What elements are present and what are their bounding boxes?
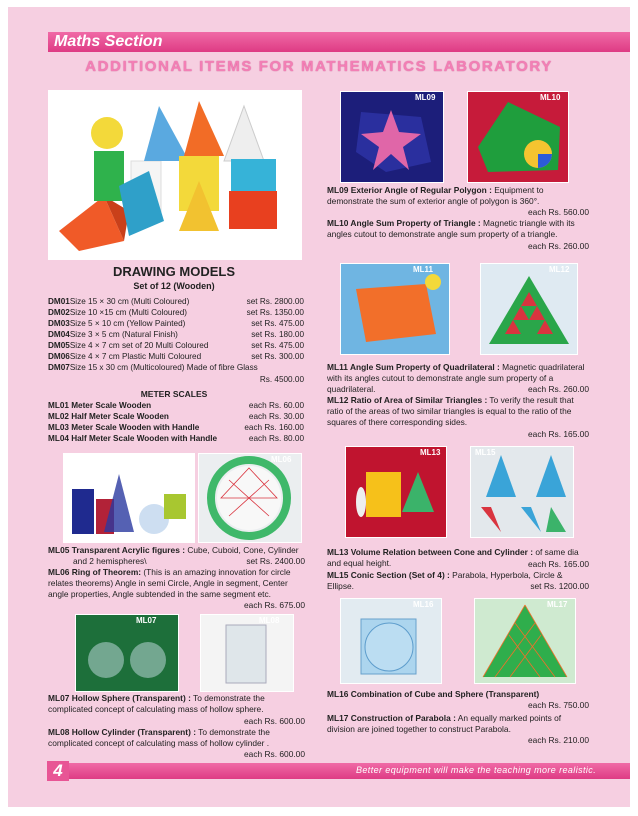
list-item: DM04Size 3 × 5 cm (Natural Finish) set Rs. 180.00 xyxy=(48,330,304,339)
ml09-photo xyxy=(340,91,444,183)
ml09-price: each Rs. 560.00 xyxy=(528,207,589,217)
ml06-description: ML06 Ring of Theorem: (This is an amazing innovation for circle relates theorems) Angle in semi Circle, Angle in segment, Center angle properties, Angle subtended in the same segment etc. xyxy=(48,567,291,599)
ml17-label: ML17 xyxy=(547,600,568,609)
geometric-solids-illustration xyxy=(49,91,301,259)
section-title: Maths Section xyxy=(54,33,163,50)
ml06-photo xyxy=(198,453,302,543)
ml11-label: ML11 xyxy=(413,265,434,274)
list-item: DM03Size 5 × 10 cm (Yellow Painted) set Rs. 475.00 xyxy=(48,319,304,328)
ml10-price: each Rs. 260.00 xyxy=(528,241,589,251)
ml17-price: each Rs. 210.00 xyxy=(528,735,589,745)
ml16-price: each Rs. 750.00 xyxy=(528,700,589,710)
ml11-price: each Rs. 260.00 xyxy=(528,384,589,394)
ml09-description: ML09 Exterior Angle of Regular Polygon : Equipment to demonstrate the sum of exterior angle of polygon is 360°. xyxy=(327,185,544,206)
ml15-label: ML15 xyxy=(475,448,496,457)
page-number: 4 xyxy=(47,761,69,781)
ml13-label: ML13 xyxy=(420,448,441,457)
list-item: DM06Size 4 × 7 cm Plastic Multi Coloured set Rs. 300.00 xyxy=(48,352,304,361)
ml13-price: each Rs. 165.00 xyxy=(528,559,589,569)
ml07-price: each Rs. 600.00 xyxy=(244,716,305,726)
ml12-price: each Rs. 165.00 xyxy=(528,429,589,439)
drawing-models-title: DRAWING MODELS xyxy=(112,264,236,279)
ml07-photo xyxy=(75,614,179,692)
ml17-photo xyxy=(474,598,576,684)
ml09-label: ML09 xyxy=(415,93,436,102)
ml15-photo xyxy=(470,446,574,538)
ml06-price: each Rs. 675.00 xyxy=(244,600,305,610)
ml12-description: ML12 Ratio of Area of Similar Triangles : To verify the result that ratio of the areas of two similar triangles is equal to the ratio of the squares of there corresponding sides. xyxy=(327,395,574,427)
ml11-description: ML11 Angle Sum Property of Quadrilateral : Magnetic quadrilateral with its angles cutout to demonstrate angle sum property of a quadrilateral. xyxy=(327,362,585,394)
ml10-label: ML10 xyxy=(540,93,561,102)
meter-scales-title: METER SCALES xyxy=(140,389,208,399)
list-item: DM07Size 15 x 30 cm (Multicoloured) Made of fibre Glass xyxy=(48,363,258,372)
ml08-price: each Rs. 600.00 xyxy=(244,749,305,759)
list-item: DM05Size 4 × 7 cm set of 20 Multi Coloured set Rs. 475.00 xyxy=(48,341,304,350)
ml16-label: ML16 xyxy=(413,600,434,609)
ml08-label: ML08 xyxy=(259,616,280,625)
drawing-models-photo xyxy=(48,90,302,260)
ml12-photo xyxy=(480,263,578,355)
ml05-description: ML05 Transparent Acrylic figures : Cube, Cuboid, Cone, Cylinder xyxy=(48,545,299,555)
ml16-photo xyxy=(340,598,442,684)
ml15-price: set Rs. 1200.00 xyxy=(530,581,589,591)
ml13-description: ML13 Volume Relation between Cone and Cylinder : of same dia and equal height. xyxy=(327,547,579,568)
ml11-photo xyxy=(340,263,450,355)
ml05-photo xyxy=(63,453,195,543)
list-item: ML04 Half Meter Scale Wooden with Handle each Rs. 80.00 xyxy=(48,434,304,443)
ml17-description: ML17 Construction of Parabola : An equally marked points of division are joined together to construct Parabola. xyxy=(327,713,562,734)
ml10-description: ML10 Angle Sum Property of Triangle : Magnetic triangle with its angles cutout to demonstrate angle sum property of a triangle. xyxy=(327,218,575,239)
ml10-photo xyxy=(467,91,569,183)
main-heading: ADDITIONAL ITEMS FOR MATHEMATICS LABORATORY xyxy=(85,58,553,75)
list-item: ML03 Meter Scale Wooden with Handle each Rs. 160.00 xyxy=(48,423,304,432)
ml07-label: ML07 xyxy=(136,616,157,625)
ml12-label: ML12 xyxy=(549,265,570,274)
ml15-description: ML15 Conic Section (Set of 4) : Parabola, Hyperbola, Circle & Ellipse. xyxy=(327,570,563,591)
ml05-line2: and 2 hemispheres\ set Rs. 2400.00 xyxy=(73,556,305,566)
list-item: DM02Size 10 ×15 cm (Multi Coloured) set Rs. 1350.00 xyxy=(48,308,304,317)
list-item: ML01 Meter Scale Wooden each Rs. 60.00 xyxy=(48,401,304,410)
ml06-label: ML06 xyxy=(271,455,292,464)
footer-tagline: Better equipment will make the teaching more realistic. xyxy=(356,765,597,775)
ml08-description: ML08 Hollow Cylinder (Transparent) : To demonstrate the complicated concept of calculating mass of hollow cylinder . xyxy=(48,727,270,748)
ml05-label: ML05 xyxy=(148,455,169,464)
dm07-price: Rs. 4500.00 xyxy=(259,375,304,384)
ml08-photo xyxy=(200,614,294,692)
ml16-description: ML16 Combination of Cube and Sphere (Transparent) xyxy=(327,689,540,699)
drawing-models-subtitle: Set of 12 (Wooden) xyxy=(133,281,215,291)
list-item: DM01Size 15 × 30 cm (Multi Coloured) set Rs. 2800.00 xyxy=(48,297,304,306)
list-item: ML02 Half Meter Scale Wooden each Rs. 30.00 xyxy=(48,412,304,421)
ml13-photo xyxy=(345,446,447,538)
ml07-description: ML07 Hollow Sphere (Transparent) : To demonstrate the complicated concept of calculating mass of hollow sphere. xyxy=(48,693,265,714)
